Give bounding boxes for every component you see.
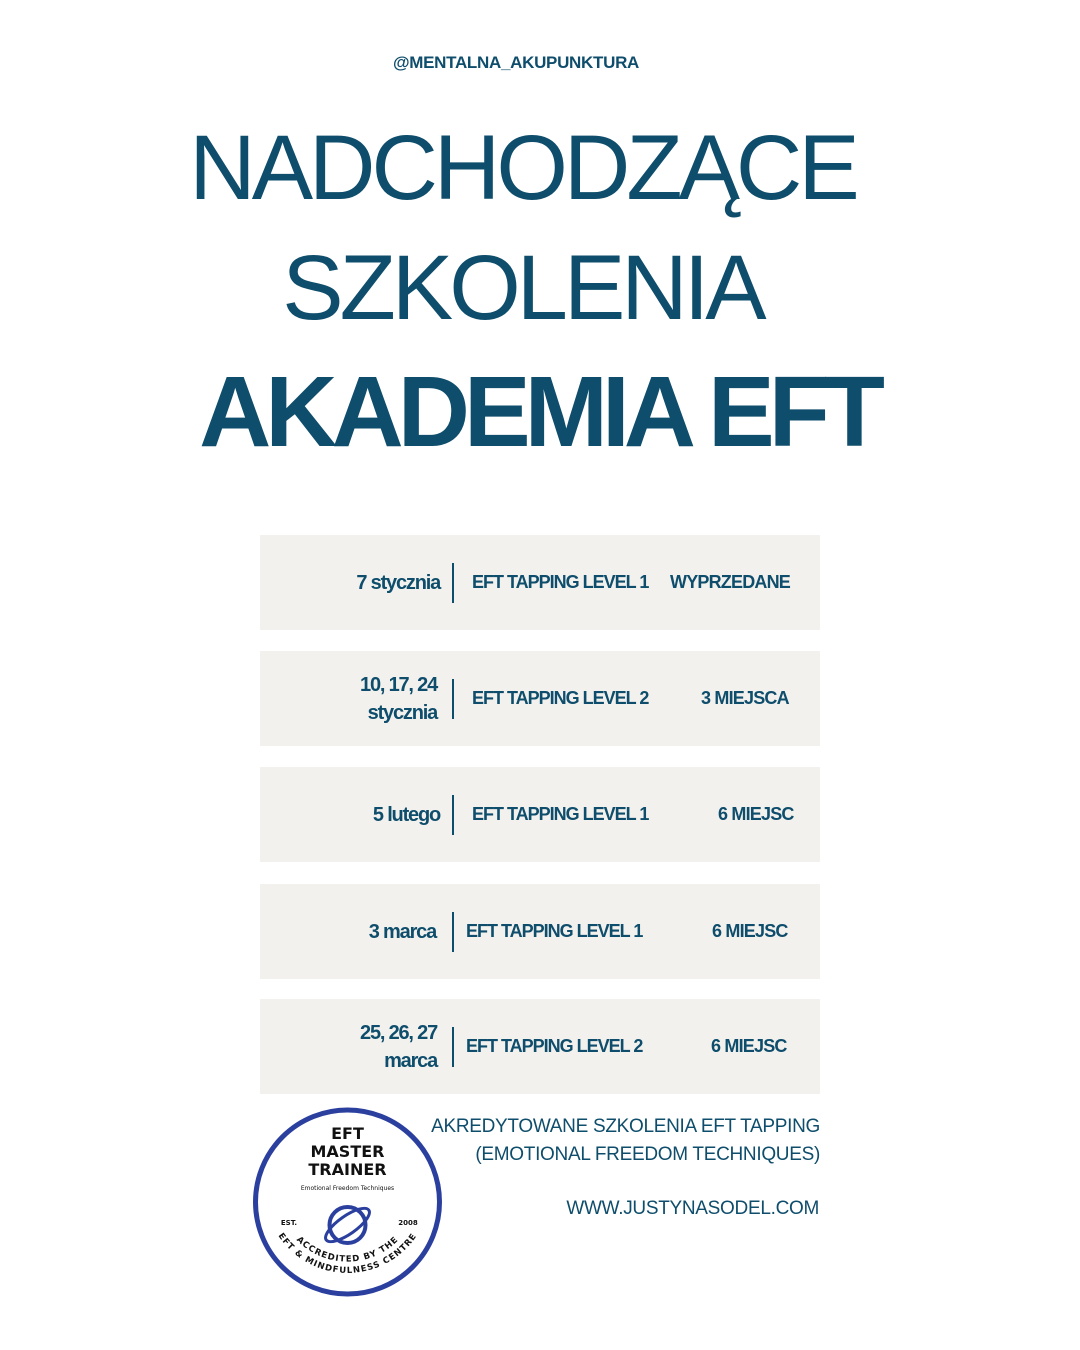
training-date xyxy=(277,999,437,1094)
badge-line3: TRAINER xyxy=(308,1160,387,1179)
training-date xyxy=(277,651,437,746)
title-line-2: SZKOLENIA xyxy=(282,237,763,339)
training-course: EFT TAPPING LEVEL 2 xyxy=(472,688,649,708)
badge-arc1: ACCREDITED BY THE xyxy=(294,1234,401,1265)
training-date-line1: 3 marca xyxy=(368,920,436,943)
training-date-line1: 25, 26, 27 xyxy=(360,1021,437,1044)
training-date-line1: 5 lutego xyxy=(372,803,440,826)
row-divider xyxy=(452,795,454,835)
training-row xyxy=(260,999,820,1094)
training-status: 6 MIEJSC xyxy=(712,921,788,941)
badge-subtitle: Emotional Freedom Techniques xyxy=(300,1185,395,1192)
training-status: WYPRZEDANE xyxy=(670,572,791,592)
training-date xyxy=(280,767,440,862)
eft-master-trainer-badge xyxy=(251,1107,444,1297)
row-divider xyxy=(452,679,454,719)
training-status: 6 MIEJSC xyxy=(711,1036,787,1056)
badge-line1: EFT xyxy=(331,1124,364,1143)
training-date-line1: 7 stycznia xyxy=(356,571,440,594)
training-date xyxy=(276,884,436,979)
training-row xyxy=(260,535,820,630)
training-course: EFT TAPPING LEVEL 1 xyxy=(472,804,649,824)
training-course: EFT TAPPING LEVEL 1 xyxy=(472,572,649,592)
training-status: 6 MIEJSC xyxy=(718,804,794,824)
title-line-1: NADCHODZĄCE xyxy=(189,117,856,219)
badge-year: 2008 xyxy=(398,1219,418,1227)
website-link[interactable]: WWW.JUSTYNASODEL.COM xyxy=(566,1198,819,1219)
training-date-line2: stycznia xyxy=(367,701,437,724)
training-course: EFT TAPPING LEVEL 2 xyxy=(466,1036,643,1056)
badge-est-label: EST. xyxy=(280,1219,298,1227)
badge-line2: MASTER xyxy=(310,1142,385,1161)
training-row xyxy=(260,651,820,746)
training-course: EFT TAPPING LEVEL 1 xyxy=(466,921,643,941)
row-divider xyxy=(452,563,454,603)
training-status: 3 MIEJSCA xyxy=(701,688,789,708)
training-row xyxy=(260,767,820,862)
row-divider xyxy=(452,1027,454,1067)
row-divider xyxy=(452,912,454,952)
training-date xyxy=(280,535,440,630)
info-line-2: (EMOTIONAL FREEDOM TECHNIQUES) xyxy=(475,1144,820,1165)
training-date-line2: marca xyxy=(384,1049,437,1072)
training-row xyxy=(260,884,820,979)
badge-arc2: EFT & MINDFULNESS CENTRE xyxy=(275,1231,420,1276)
title-line-3: AKADEMIA EFT xyxy=(199,356,879,468)
training-date-line1: 10, 17, 24 xyxy=(360,673,437,696)
instagram-handle: @MENTALNA_AKUPUNKTURA xyxy=(392,53,640,72)
info-line-1: AKREDYTOWANE SZKOLENIA EFT TAPPING xyxy=(431,1116,820,1137)
